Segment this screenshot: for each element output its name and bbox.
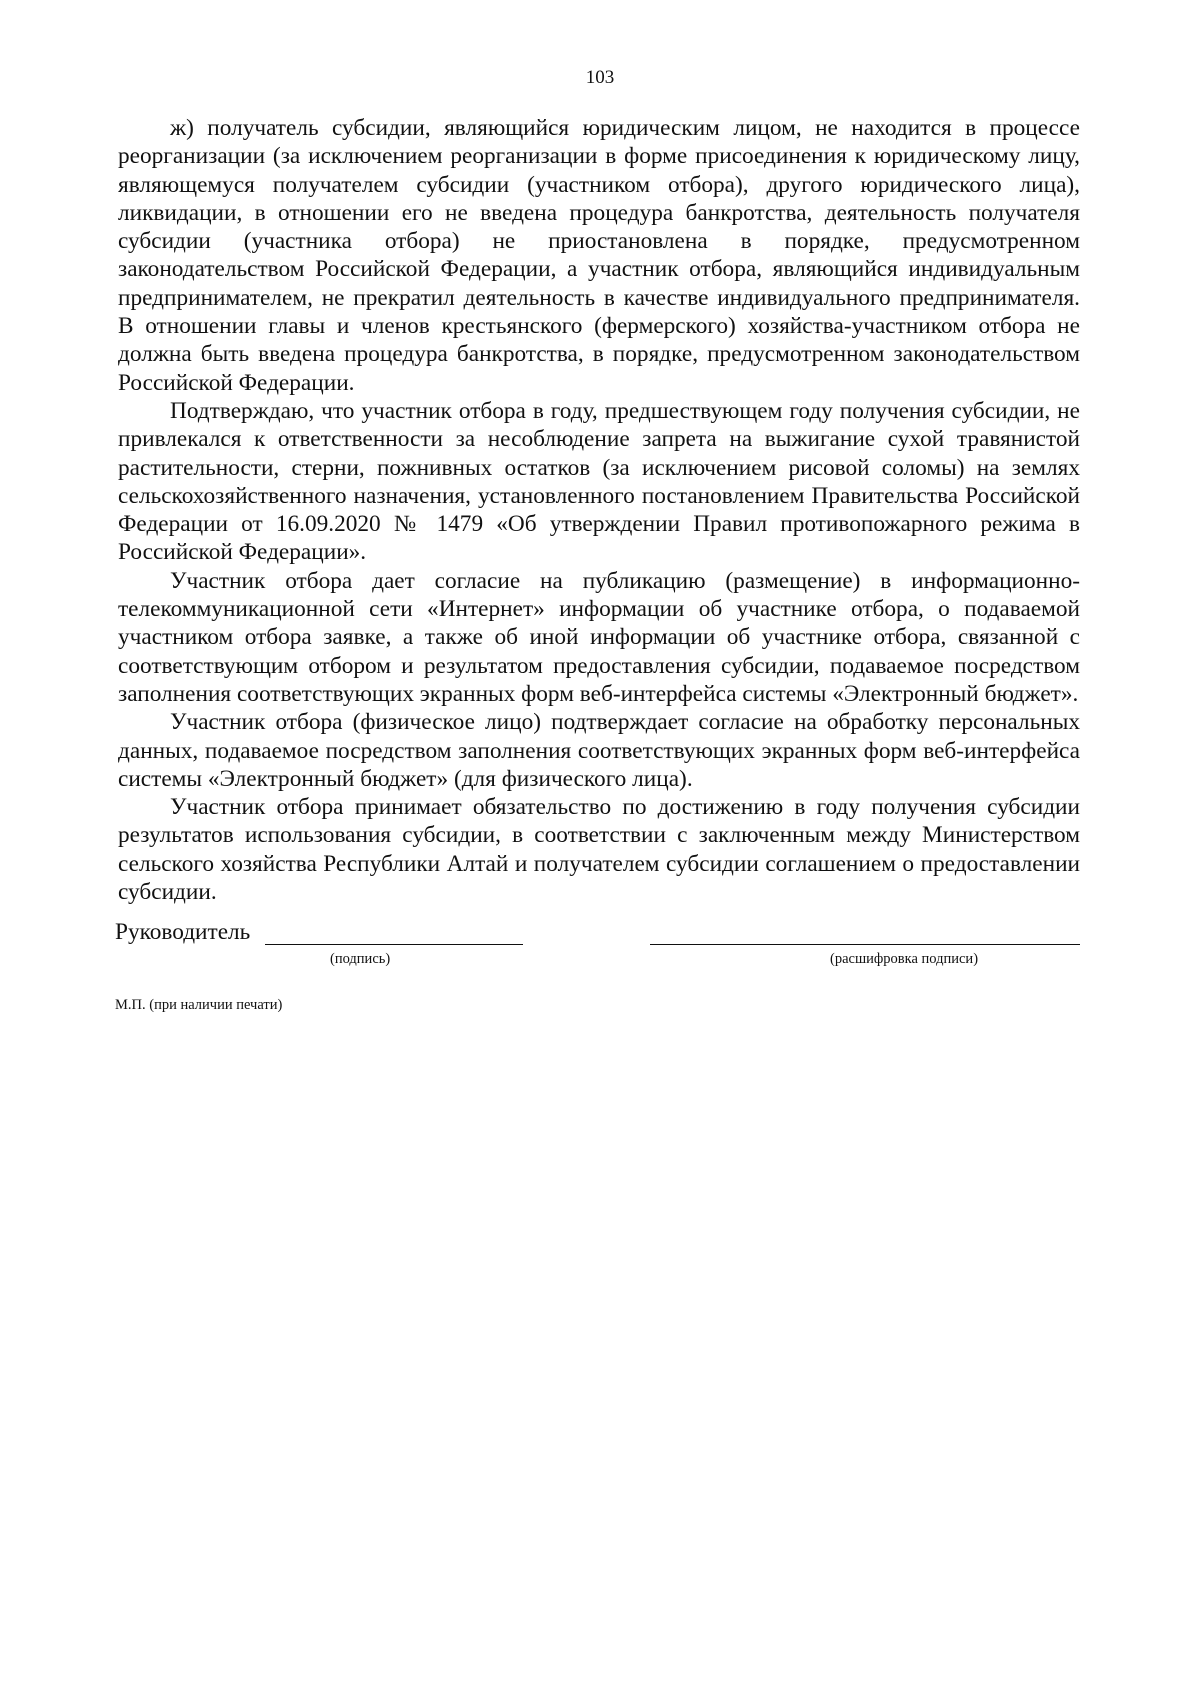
signature-block: [115, 918, 1095, 978]
signature-line: [265, 944, 523, 945]
paragraph-publication-consent: Участник отбора дает согласие на публикацию (размещение) в информационно-телекоммуникационной сети «Интернет» информации об участнике отбора, о подаваемой участником отбора заявке, а также об иной информации об участнике отбора, связанной с соответствующим отбором и результатом предоставления субсидии, подаваемое посредством заполнения соответствующих экранных форм веб-интерфейса системы «Электронный бюджет».: [118, 567, 1080, 707]
signature-caption: (подпись): [330, 951, 391, 967]
signature-label: Руководитель: [115, 919, 251, 945]
signature-decoding-caption: (расшифровка подписи): [830, 951, 979, 967]
paragraph-obligation: Участник отбора принимает обязательство по достижению в году получения субсидии результатов использования субсидии, в соответствии с заключенным между Министерством сельского хозяйства Республики Алтай и получателем субсидии соглашением о предоставлении субсидии.: [118, 794, 1080, 906]
paragraph-personal-data-consent: Участник отбора (физическое лицо) подтверждает согласие на обработку персональных данных, подаваемое посредством заполнения соответствующих экранных форм веб-интерфейса системы «Электронный бюджет» (для физического лица).: [118, 709, 1080, 792]
paragraph-reorganization: ж) получатель субсидии, являющийся юридическим лицом, не находится в процессе реорганизации (за исключением реорганизации в форме присоединения к юридическому лицу, являющемуся получателем субсидии (участником отбора), другого юридического лица), ликвидации, в отношении его не введена процедура банкротства, деятельность получателя субсидии (участника отбора) не приостановлена в порядке, предусмотренном законодательством Российской Федерации, а участник отбора, являющийся индивидуальным предпринимателем, не прекратил деятельность в качестве индивидуального предпринимателя. В отношении главы и членов крестьянского (фермерского) хозяйства-участником отбора не должна быть введена процедура банкротства, в порядке, предусмотренном законодательством Российской Федерации.: [118, 115, 1080, 396]
signature-decoding-line: [650, 944, 1080, 945]
document-body: [118, 114, 1080, 906]
paragraph-fire-safety: Подтверждаю, что участник отбора в году, предшествующем году получения субсидии, не привлекался к ответственности за несоблюдение запрета на выжигание сухой травянистой растительности, стерни, пожнивных остатков (за исключением рисовой соломы) на землях сельскохозяйственного назначения, установленного постановлением Правительства Российской Федерации от 16.09.2020 № 1479 «Об утверждении Правил противопожарного режима в Российской Федерации».: [118, 397, 1080, 566]
page-number: 103: [585, 67, 615, 88]
stamp-note: М.П. (при наличии печати): [115, 997, 283, 1013]
